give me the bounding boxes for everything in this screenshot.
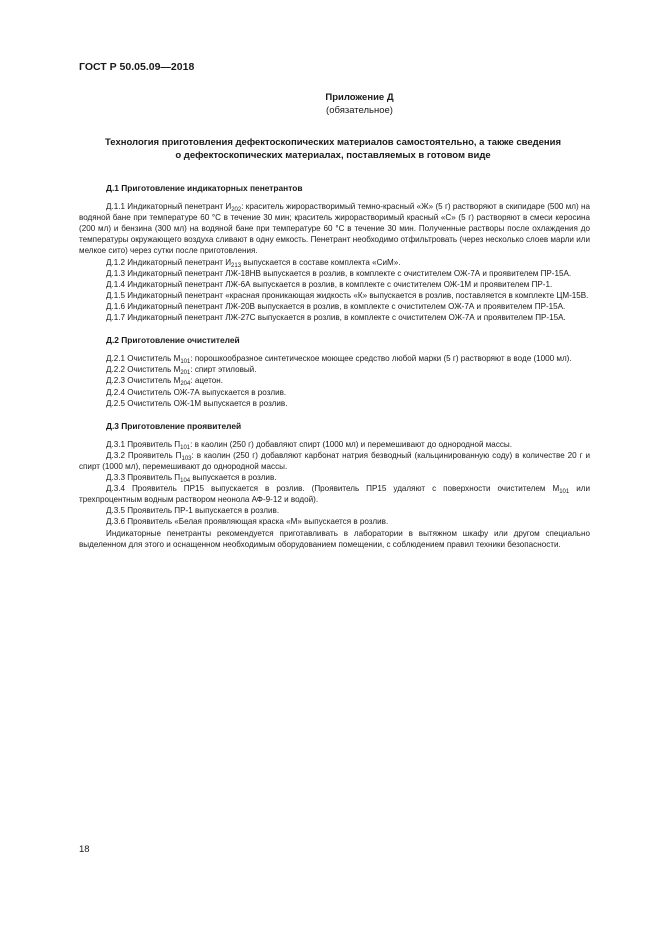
- text-part: Д.1.2 Индикаторный пенетрант И: [106, 257, 232, 267]
- subscript: 213: [231, 262, 242, 269]
- standard-designation: ГОСТ Р 50.05.09—2018: [79, 61, 195, 73]
- paragraph-d1-3: Д.1.3 Индикаторный пенетрант ЛЖ-18НВ выпускается в розлив, в комплекте с очистителем ОЖ-7А и проявителем ПР-15А.: [106, 268, 572, 278]
- text-part: выпускается в составе комплекта «СиМ».: [241, 257, 401, 267]
- document-title: [76, 136, 590, 162]
- text-part: Д.3.1 Проявитель П: [106, 439, 181, 449]
- paragraph-d1-4: Д.1.4 Индикаторный пенетрант ЛЖ-6А выпускается в розлив, в комплекте с очистителем ОЖ-1М и проявителем ПР-1.: [106, 279, 553, 289]
- text-part: : спирт этиловый.: [190, 365, 257, 375]
- paragraph-d3-1: [79, 439, 590, 450]
- paragraph-d1-2: [79, 257, 590, 268]
- paragraph-d1-5: Д.1.5 Индикаторный пенетрант «красная проникающая жидкость «К» выпускается в розлив, поставляется в комплекте ЦМ-15В.: [106, 290, 589, 300]
- paragraph-d3-3: [79, 472, 590, 483]
- text-part: Д.3.3 Проявитель П: [106, 473, 181, 483]
- paragraph-d2-2: [79, 364, 590, 375]
- text-part: Д.3.2 Проявитель П: [106, 450, 182, 460]
- document-title-line1: Технология приготовления дефектоскопических материалов самостоятельно, а также сведения: [104, 137, 562, 148]
- document-body: [79, 183, 590, 550]
- paragraph-d3-6: Д.3.6 Проявитель «Белая проявляющая краска «М» выпускается в розлив.: [106, 517, 389, 527]
- text-part: Д.2.2 Очиститель М: [106, 365, 181, 375]
- appendix-heading: [0, 91, 661, 117]
- paragraph-d2-4: Д.2.4 Очиститель ОЖ-7А выпускается в розлив.: [106, 387, 287, 397]
- paragraph-d2-1: [79, 353, 590, 364]
- text-part: Д.3.4 Проявитель ПР15 выпускается в розлив. (Проявитель ПР15 удаляют с поверхности очистителем М: [106, 484, 560, 494]
- subscript: 201: [180, 370, 191, 377]
- document-title-line2: о дефектоскопических материалах, поставляемых в готовом виде: [175, 150, 491, 161]
- subscript: 101: [180, 359, 191, 366]
- paragraph-d3-4: [79, 483, 590, 505]
- text-part: : в каолин (250 г) добавляют карбонат натрия безводный (кальцинированную соду) в количестве 20 г и спирт (1000 мл), перемешивают до однородной массы.: [79, 450, 591, 471]
- text-part: Д.2.3 Очиститель М: [106, 376, 181, 386]
- paragraph-d2-3: [79, 375, 590, 386]
- paragraph-d1-6: Д.1.6 Индикаторный пенетрант ЛЖ-20В выпускается в розлив, в комплекте с очистителем ОЖ-7А и проявителем ПР-15А.: [106, 301, 566, 311]
- subscript: 104: [180, 478, 191, 485]
- subscript: 101: [180, 444, 191, 451]
- subscript: 101: [559, 489, 570, 496]
- paragraph-d1-1: [79, 201, 590, 256]
- paragraph-d3-2: [79, 450, 590, 472]
- paragraph-d1-7: Д.1.7 Индикаторный пенетрант ЛЖ-27С выпускается в розлив, в комплекте с очистителем ОЖ-7А и проявителем ПР-15А.: [106, 313, 566, 323]
- text-part: или трехпроцентным водным раствором неонола АФ-9-12 и водой).: [79, 484, 590, 505]
- page-number: 18: [79, 844, 90, 855]
- spacer: [79, 409, 590, 421]
- text-part: Д.1.1 Индикаторный пенетрант И: [106, 202, 232, 212]
- subscript: 204: [180, 381, 191, 388]
- subscript: 202: [231, 207, 242, 214]
- appendix-status: (обязательное): [326, 105, 393, 116]
- text-part: : порошкообразное синтетическое моющее средство любой марки (5 г) растворяют в воде (1000 мл).: [190, 354, 572, 364]
- section-title-d3: Д.3 Приготовление проявителей: [106, 420, 242, 431]
- text-part: : ацетон.: [190, 376, 223, 386]
- section-title-d1: Д.1 Приготовление индикаторных пенетрантов: [106, 183, 303, 193]
- text-part: : в каолин (250 г) добавляют спирт (1000 мл) и перемешивают до однородной массы.: [190, 439, 512, 449]
- paragraph-d3-5: Д.3.5 Проявитель ПР-1 выпускается в розлив.: [106, 506, 280, 516]
- subscript: 103: [181, 455, 192, 462]
- text-part: выпускается в розлив.: [190, 473, 277, 483]
- spacer: [79, 323, 590, 335]
- paragraph-d2-5: Д.2.5 Очиститель ОЖ-1М выпускается в розлив.: [106, 398, 288, 408]
- paragraph-d3-7: Индикаторные пенетранты рекомендуется приготавливать в лаборатории в вытяжном шкафу или другом специально выделенном для этого и оснащенном необходимым оборудованием помещении, с соблюдением правил техники безопасности.: [79, 528, 590, 549]
- text-part: Д.2.1 Очиститель М: [106, 354, 181, 364]
- text-part: : краситель жирорастворимый темно-красный «Ж» (5 г) растворяют в скипидаре (500 мл) на водяной бане при температуре 60 °С в течение 30 мин; краситель жирорастворимый красный «С» (5 г) растворяют в смеси керосина (200 мл) и бензина (300 мл) на водяной бане при температуре 60 °С в течение 30 мин. Полученные растворы после охлаждения до температуры окружающего воздуха сливают в одну емкость. Пенетрант необходимо отфильтровать (через несколько слоев марли или мелкое сито) через сутки после приготовления.: [79, 202, 590, 256]
- section-title-d2: Д.2 Приготовление очистителей: [106, 335, 240, 346]
- appendix-title: Приложение Д: [325, 92, 394, 103]
